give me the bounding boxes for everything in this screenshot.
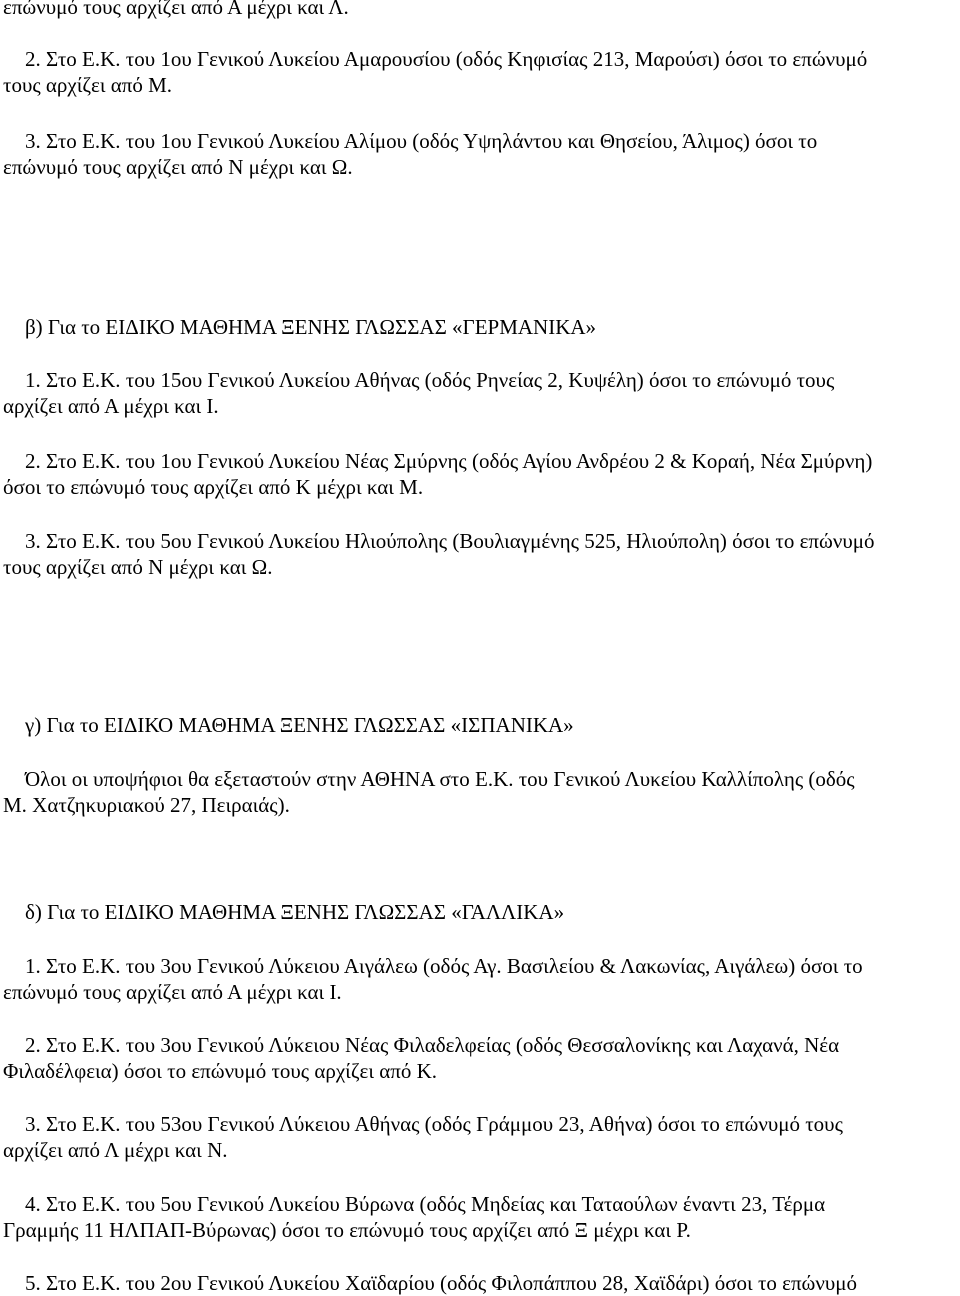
list-item-line: Φιλαδέλφεια) όσοι το επώνυμό τους αρχίζει από Κ. [3, 1059, 438, 1083]
list-item-line: 5. Στο Ε.Κ. του 2ου Γενικού Λυκείου Χαϊδαρίου (οδός Φιλοπάππου 28, Χαϊδάρι) όσοι το επώνυμό [25, 1271, 858, 1295]
list-item-line: 4. Στο Ε.Κ. του 5ου Γενικού Λυκείου Βύρωνα (οδός Μηδείας και Ταταούλων έναντι 23, Τέρμα [25, 1192, 826, 1216]
list-item-line: 1. Στο Ε.Κ. του 15ου Γενικού Λυκείου Αθήνας (οδός Ρηνείας 2, Κυψέλη) όσοι το επώνυμό τους [25, 368, 835, 392]
list-item-line: επώνυμό τους αρχίζει από Ν μέχρι και Ω. [3, 155, 353, 179]
list-item-line: τους αρχίζει από Μ. [3, 73, 173, 97]
paragraph-line: Όλοι οι υποψήφιοι θα εξεταστούν στην ΑΘΗΝΑ στο Ε.Κ. του Γενικού Λυκείου Καλλίπολης (οδός [25, 767, 855, 791]
list-item-line: 3. Στο Ε.Κ. του 1ου Γενικού Λυκείου Αλίμου (οδός Υψηλάντου και Θησείου, Άλιμος) όσοι το [25, 129, 818, 153]
list-item-line: 3. Στο Ε.Κ. του 53ου Γενικού Λύκειου Αθήνας (οδός Γράμμου 23, Αθήνα) όσοι το επώνυμό τους [25, 1112, 843, 1136]
list-item-line: επώνυμό τους αρχίζει από Α μέχρι και Ι. [3, 980, 342, 1004]
list-item-line: 2. Στο Ε.Κ. του 3ου Γενικού Λύκειου Νέας Φιλαδελφείας (οδός Θεσσαλονίκης και Λαχανά, Νέα [25, 1033, 840, 1057]
section-heading: γ) Για το ΕΙΔΙΚΟ ΜΑΘΗΜΑ ΞΕΝΗΣ ΓΛΩΣΣΑΣ «ΙΣΠΑΝΙΚΑ» [25, 713, 574, 737]
section-heading: δ) Για το ΕΙΔΙΚΟ ΜΑΘΗΜΑ ΞΕΝΗΣ ΓΛΩΣΣΑΣ «ΓΑΛΛΙΚΑ» [25, 900, 565, 924]
list-item-line: 1. Στο Ε.Κ. του 3ου Γενικού Λύκειου Αιγάλεω (οδός Αγ. Βασιλείου & Λακωνίας, Αιγάλεω) όσοι το [25, 954, 863, 978]
list-item-line: Γραμμής 11 ΗΛΠΑΠ-Βύρωνας) όσοι το επώνυμό τους αρχίζει από Ξ μέχρι και Ρ. [3, 1218, 691, 1242]
list-item-line: τους αρχίζει από Ν μέχρι και Ω. [3, 555, 273, 579]
list-item-line: αρχίζει από Α μέχρι και Ι. [3, 394, 219, 418]
list-item-line: αρχίζει από Λ μέχρι και Ν. [3, 1138, 228, 1162]
paragraph-line: επώνυμό τους αρχίζει από Α μέχρι και Λ. [3, 0, 349, 19]
list-item-line: 2. Στο Ε.Κ. του 1ου Γενικού Λυκείου Νέας Σμύρνης (οδός Αγίου Ανδρέου 2 & Κοραή, Νέα Σμύρνη) [25, 449, 873, 473]
paragraph-line: Μ. Χατζηκυριακού 27, Πειραιάς). [3, 793, 290, 817]
list-item-line: 2. Στο Ε.Κ. του 1ου Γενικού Λυκείου Αμαρουσίου (οδός Κηφισίας 213, Μαρούσι) όσοι το επώνυμό [25, 47, 868, 71]
list-item-line: 3. Στο Ε.Κ. του 5ου Γενικού Λυκείου Ηλιούπολης (Βουλιαγμένης 525, Ηλιούπολη) όσοι το επώνυμό [25, 529, 875, 553]
list-item-line: όσοι το επώνυμό τους αρχίζει από Κ μέχρι και Μ. [3, 475, 424, 499]
section-heading: β) Για το ΕΙΔΙΚΟ ΜΑΘΗΜΑ ΞΕΝΗΣ ΓΛΩΣΣΑΣ «ΓΕΡΜΑΝΙΚΑ» [25, 315, 597, 339]
